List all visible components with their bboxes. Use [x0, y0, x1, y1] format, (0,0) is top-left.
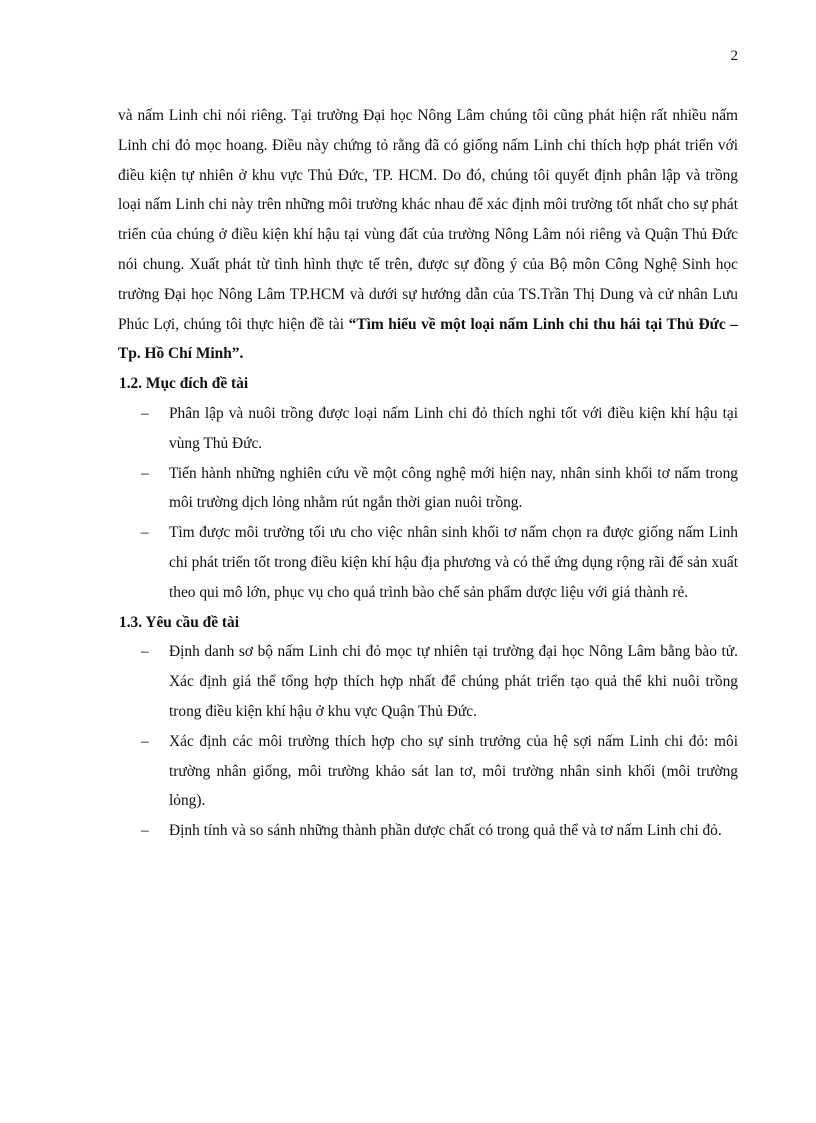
dash-bullet: –	[141, 732, 149, 750]
section-purpose	[118, 369, 738, 607]
list-item	[118, 459, 738, 519]
requirements-list	[118, 637, 738, 846]
list-item	[118, 399, 738, 459]
list-item-text: Phân lập và nuôi trồng được loại nấm Linh chi đỏ thích nghi tốt với điều kiện khí hậu tại vùng Thủ Đức.	[169, 404, 738, 452]
thesis-title: “Tìm hiểu về một loại nấm Linh chi thu hái tại Thủ Đức – Tp. Hồ Chí Minh”.	[118, 315, 739, 363]
purpose-list	[118, 399, 738, 608]
dash-bullet: –	[141, 404, 149, 422]
section-heading-requirements: 1.3. Yêu cầu đề tài	[119, 613, 239, 631]
dash-bullet: –	[141, 643, 149, 661]
list-item-text: Xác định các môi trường thích hợp cho sự sinh trưởng của hệ sợi nấm Linh chi đỏ: môi trường nhân giống, môi trường khảo sát lan tơ, môi trường nhân sinh khối (môi trường lỏng).	[169, 732, 738, 810]
list-item	[118, 727, 738, 816]
list-item-text: Tìm được môi trường tối ưu cho việc nhân sinh khối tơ nấm chọn ra được giống nấm Linh chi phát triển tốt trong điều kiện khí hậu địa phương và có thể ứng dụng rộng rãi để sản xuất theo qui mô lớn, phục vụ cho quá trình bào chế sản phẩm dược liệu với giá thành rẻ.	[169, 524, 738, 601]
section-requirements	[118, 608, 738, 846]
document-body	[118, 101, 738, 846]
section-heading-purpose: 1.2. Mục đích đề tài	[119, 375, 249, 393]
dash-bullet: –	[141, 464, 149, 482]
dash-bullet: –	[141, 822, 149, 840]
dash-bullet: –	[141, 524, 149, 542]
list-item-text: Tiến hành những nghiên cứu về một công nghệ mới hiện nay, nhân sinh khối tơ nấm trong môi trường dịch lỏng nhằm rút ngắn thời gian nuôi trồng.	[169, 464, 738, 512]
page-number: 2	[730, 48, 738, 64]
list-item-text: Định danh sơ bộ nấm Linh chi đỏ mọc tự nhiên tại trường đại học Nông Lâm bằng bào tử. Xác định giá thể tổng hợp thích hợp nhất để chúng phát triển tạo quả thể khi nuôi trồng trong điều kiện khí hậu ở khu vực Quận Thủ Đức.	[169, 643, 738, 720]
list-item	[118, 637, 738, 726]
list-item	[118, 518, 738, 607]
list-item	[118, 816, 738, 846]
intro-text: và nấm Linh chi nói riêng. Tại trường Đại học Nông Lâm chúng tôi cũng phát hiện rất nhiều nấm Linh chi đỏ mọc hoang. Điều này chứng tỏ rằng đã có giống nấm Linh chi thích hợp phát triển với điều kiện tự nhiên ở khu vực Thủ Đức, TP. HCM. Do đó, chúng tôi quyết định phân lập và trồng loại nấm Linh chi này trên những môi trường khác nhau để xác định môi trường tốt nhất cho sự phát triển của chúng ở điều kiện khí hậu tại vùng đất của trường Nông Lâm nói riêng và Quận Thủ Đức nói chung. Xuất phát từ tình hình thực tế trên, được sự đồng ý của Bộ môn Công Nghệ Sinh học trường Đại học Nông Lâm TP.HCM và dưới sự hướng dẫn của TS.Trần Thị Dung và cử nhân Lưu Phúc Lợi, chúng tôi thực hiện đề tài	[118, 107, 738, 333]
intro-paragraph	[118, 101, 738, 369]
list-item-text: Định tính và so sánh những thành phần dược chất có trong quả thể và tơ nấm Linh chi đỏ.	[169, 822, 722, 840]
